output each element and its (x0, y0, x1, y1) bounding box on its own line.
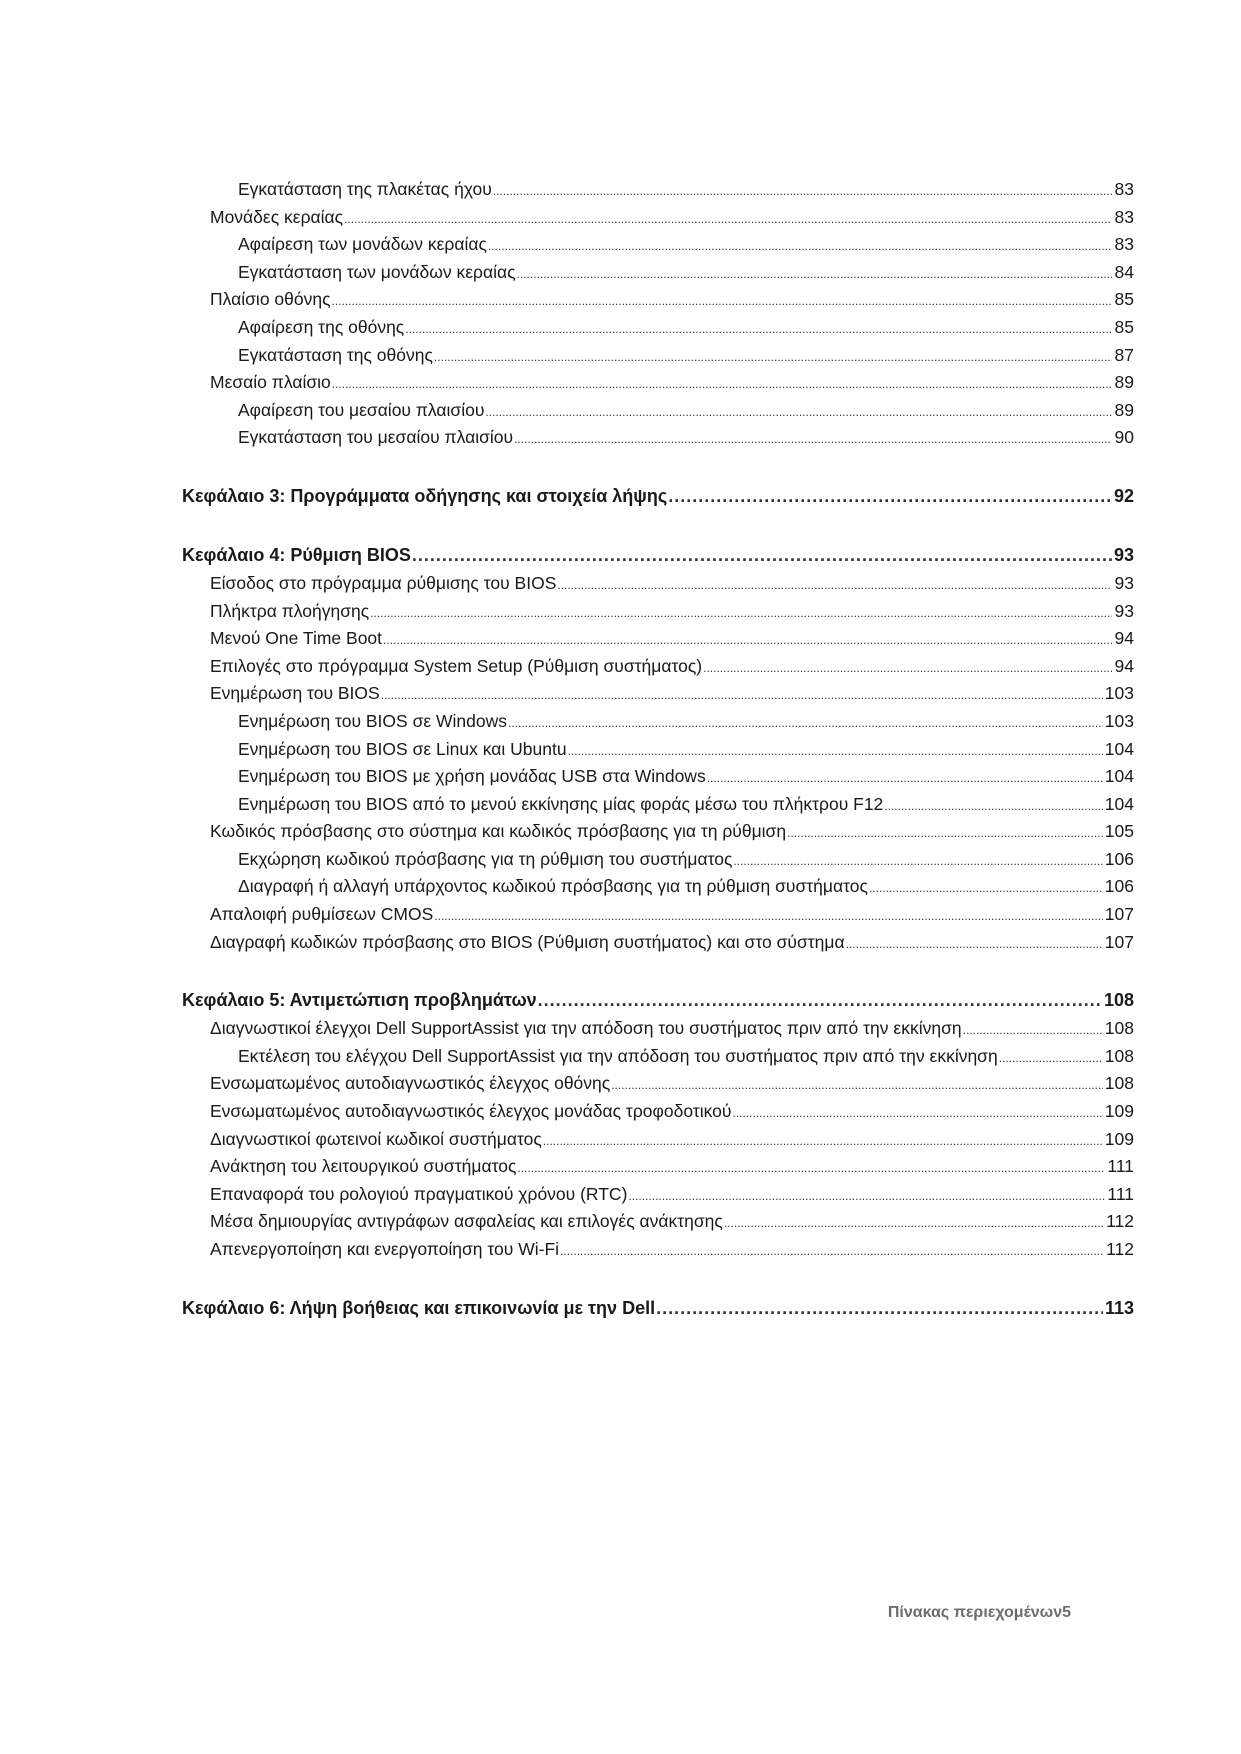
toc-leader-dots (332, 369, 1112, 399)
toc-entry-title: Αφαίρεση της οθόνης (238, 316, 405, 337)
toc-leader-dots (724, 1208, 1104, 1238)
toc-entry[interactable] (182, 736, 1134, 764)
toc-entry-page-number: 105 (1104, 821, 1134, 842)
toc-entry-page-number: 90 (1114, 427, 1134, 448)
toc-entry[interactable] (182, 1098, 1134, 1126)
toc-leader-dots (733, 846, 1102, 876)
toc-entry[interactable] (182, 929, 1134, 957)
toc-entry-page-number: 103 (1104, 710, 1134, 731)
toc-leader-dots (557, 570, 1112, 600)
toc-leader-dots (405, 314, 1112, 344)
toc-entry-page-number: 103 (1104, 683, 1134, 704)
toc-entry-page-number: 112 (1106, 1239, 1134, 1259)
toc-entry[interactable] (182, 763, 1134, 791)
toc-leader-dots (514, 424, 1112, 454)
toc-entry[interactable] (182, 424, 1134, 452)
toc-entry-page-number: 108 (1104, 1018, 1134, 1039)
toc-entry-title: Ενσωματωμένος αυτοδιαγνωστικός έλεγχος μονάδας τροφοδοτικού (210, 1101, 732, 1122)
toc-entry-page-number: 92 (1113, 485, 1134, 506)
toc-entry[interactable] (182, 680, 1134, 708)
toc-leader-dots (999, 1043, 1103, 1073)
toc-entry-title: Κεφάλαιο 5: Αντιμετώπιση προβλημάτων (182, 990, 537, 1011)
toc-entry-page-number: 108 (1104, 1045, 1134, 1066)
toc-entry-page-number: 83 (1114, 179, 1134, 199)
toc-entry-page-number: 85 (1114, 289, 1134, 310)
toc-entry-title: Διαγραφή ή αλλαγή υπάρχοντος κωδικού πρόσβασης για τη ρύθμιση συστήματος (238, 876, 868, 897)
toc-entry-page-number: 108 (1103, 990, 1134, 1011)
toc-entry-title: Απαλοιφή ρυθμίσεων CMOS (210, 904, 434, 925)
toc-entry-title: Εγκατάσταση του μεσαίου πλαισίου (238, 427, 514, 448)
toc-entry[interactable] (182, 397, 1134, 425)
toc-leader-dots (332, 286, 1112, 316)
toc-chapter-entry[interactable] (182, 985, 1134, 1015)
toc-leader-dots (703, 653, 1112, 683)
toc-entry[interactable] (182, 653, 1134, 681)
toc-leader-dots (517, 259, 1112, 289)
toc-entry[interactable] (182, 1181, 1134, 1209)
toc-leader-dots (508, 708, 1103, 738)
toc-entry-page-number: 104 (1104, 738, 1134, 759)
toc-entry[interactable] (182, 1043, 1134, 1071)
toc-entry[interactable] (182, 1208, 1134, 1236)
toc-entry[interactable] (182, 1070, 1134, 1098)
toc-entry-page-number: 111 (1107, 1156, 1134, 1177)
toc-entry-title: Διαγραφή κωδικών πρόσβασης στο BIOS (Ρύθμιση συστήματος) και στο σύστημα (210, 931, 845, 952)
footer-text: Πίνακας περιεχομένων5 (887, 1604, 1071, 1621)
toc-entry-title: Ενσωματωμένος αυτοδιαγνωστικός έλεγχος οθόνης (210, 1073, 611, 1094)
toc-leader-dots (493, 176, 1112, 206)
toc-leader-dots (787, 818, 1103, 848)
toc-entry-title: Επαναφορά του ρολογιού πραγματικού χρόνου (RTC) (210, 1183, 628, 1204)
toc-chapter-entry[interactable] (182, 540, 1134, 570)
toc-entry-title: Ανάκτηση του λειτουργικού συστήματος (210, 1156, 517, 1177)
toc-entry[interactable] (182, 846, 1134, 874)
toc-entry-title: Είσοδος στο πρόγραμμα ρύθμισης του BIOS (210, 572, 557, 593)
toc-chapter-entry[interactable] (182, 1293, 1134, 1323)
toc-leader-dots (846, 929, 1103, 959)
toc-entry[interactable] (182, 231, 1134, 259)
toc-entry-title: Ενημέρωση του BIOS από το μενού εκκίνησης μίας φοράς μέσω του πλήκτρου F12 (238, 793, 884, 814)
toc-entry-title: Εγκατάσταση της πλακέτας ήχου (238, 179, 492, 199)
toc-leader-dots (383, 625, 1112, 655)
toc-leader-dots (517, 1153, 1105, 1183)
toc-leader-dots (485, 397, 1112, 427)
toc-entry-title: Ενημέρωση του BIOS σε Windows (238, 710, 508, 731)
toc-leader-dots (381, 680, 1103, 710)
toc-entry-page-number: 108 (1104, 1073, 1134, 1094)
page-footer (888, 1604, 1071, 1622)
toc-entry-title: Διαγνωστικοί έλεγχοι Dell SupportAssist για την απόδοση του συστήματος πριν από την εκκίνηση (210, 1018, 962, 1039)
toc-entry-page-number: 89 (1114, 372, 1134, 393)
toc-leader-dots (963, 1015, 1103, 1045)
toc-entry-title: Εγκατάσταση των μονάδων κεραίας (238, 261, 516, 282)
toc-leader-dots (370, 598, 1112, 628)
toc-leader-dots (488, 231, 1112, 261)
toc-leader-dots (538, 985, 1102, 1015)
toc-leader-dots (434, 901, 1103, 931)
toc-leader-dots (568, 736, 1103, 766)
toc-entry[interactable] (182, 570, 1134, 598)
toc-entry-page-number: 112 (1106, 1211, 1134, 1232)
toc-entry-title: Κεφάλαιο 6: Λήψη βοήθειας και επικοινωνία με την Dell (182, 1297, 656, 1318)
toc-entry-title: Μενού One Time Boot (210, 628, 383, 649)
toc-entry-page-number: 85 (1114, 316, 1134, 337)
toc-entry-page-number: 106 (1104, 876, 1134, 897)
toc-entry-title: Εκτέλεση του ελέγχου Dell SupportAssist για την απόδοση του συστήματος πριν από την εκκίνηση (238, 1045, 998, 1066)
toc-entry[interactable] (182, 818, 1134, 846)
toc-leader-dots (628, 1181, 1105, 1211)
toc-entry-page-number: 106 (1104, 848, 1134, 869)
toc-leader-dots (869, 873, 1103, 903)
toc-entry-title: Ενημέρωση του BIOS σε Linux και Ubuntu (238, 738, 567, 759)
toc-leader-dots (732, 1098, 1102, 1128)
toc-entry-page-number: 94 (1114, 628, 1134, 649)
toc-entry[interactable] (182, 1236, 1134, 1264)
toc-entry-page-number: 93 (1114, 600, 1134, 621)
toc-entry-page-number: 111 (1107, 1183, 1134, 1204)
toc-entry[interactable] (182, 708, 1134, 736)
toc-leader-dots (344, 204, 1112, 234)
toc-leader-dots (434, 342, 1112, 372)
toc-entry-title: Διαγνωστικοί φωτεινοί κωδικοί συστήματος (210, 1128, 542, 1149)
toc-entry[interactable] (182, 176, 1134, 204)
toc-entry-title: Μέσα δημιουργίας αντιγράφων ασφαλείας και επιλογές ανάκτησης (210, 1211, 723, 1232)
toc-entry-page-number: 107 (1104, 931, 1134, 952)
toc-leader-dots (560, 1236, 1104, 1266)
toc-entry-page-number: 93 (1113, 544, 1134, 565)
toc-entry[interactable] (182, 1153, 1134, 1181)
toc-chapter-entry[interactable] (182, 481, 1134, 511)
toc-entry-title: Αφαίρεση των μονάδων κεραίας (238, 234, 487, 255)
toc-entry-title: Επιλογές στο πρόγραμμα System Setup (Ρύθμιση συστήματος) (210, 655, 703, 676)
toc-entry-page-number: 87 (1114, 344, 1134, 365)
toc-entry-title: Κεφάλαιο 3: Προγράμματα οδήγησης και στοιχεία λήψης (182, 485, 668, 506)
toc-entry-page-number: 89 (1114, 399, 1134, 420)
toc-leader-dots (412, 540, 1112, 570)
toc-leader-dots (707, 763, 1103, 793)
toc-entry-page-number: 83 (1114, 206, 1134, 227)
toc-entry[interactable] (182, 286, 1134, 314)
toc-entry-title: Εγκατάσταση της οθόνης (238, 344, 433, 365)
toc-leader-dots (656, 1293, 1103, 1323)
toc-entry[interactable] (182, 598, 1134, 626)
toc-entry[interactable] (182, 901, 1134, 929)
toc-entry-title: Πλαίσιο οθόνης (210, 289, 331, 310)
toc-entry-page-number: 109 (1104, 1128, 1134, 1149)
toc-entry-title: Αφαίρεση του μεσαίου πλαισίου (238, 399, 485, 420)
toc-entry-page-number: 84 (1114, 261, 1134, 282)
toc-entry-page-number: 104 (1104, 793, 1134, 814)
toc-entry-page-number: 83 (1114, 234, 1134, 255)
toc-entry-title: Ενημέρωση του BIOS με χρήση μονάδας USB στα Windows (238, 766, 706, 787)
toc-entry-title: Ενημέρωση του BIOS (210, 683, 380, 704)
toc-entry-page-number: 104 (1104, 766, 1134, 787)
toc-entry[interactable] (182, 873, 1134, 901)
toc-entry[interactable] (182, 369, 1134, 397)
toc-entry-page-number: 109 (1104, 1101, 1134, 1122)
toc-entry[interactable] (182, 791, 1134, 819)
toc-entry-title: Μεσαίο πλαίσιο (210, 372, 331, 393)
table-of-contents (182, 176, 1134, 1323)
toc-entry-page-number: 93 (1114, 572, 1134, 593)
toc-entry[interactable] (182, 342, 1134, 370)
toc-entry-title: Πλήκτρα πλοήγησης (210, 600, 370, 621)
toc-entry[interactable] (182, 1126, 1134, 1154)
toc-leader-dots (668, 481, 1112, 511)
toc-entry-title: Κωδικός πρόσβασης στο σύστημα και κωδικός πρόσβασης για τη ρύθμιση (210, 821, 787, 842)
toc-entry[interactable] (182, 259, 1134, 287)
toc-entry-title: Εκχώρηση κωδικού πρόσβασης για τη ρύθμιση του συστήματος (238, 848, 733, 869)
toc-entry[interactable] (182, 1015, 1134, 1043)
toc-leader-dots (543, 1126, 1103, 1156)
toc-entry-title: Κεφάλαιο 4: Ρύθμιση BIOS (182, 544, 411, 565)
toc-entry-title: Απενεργοποίηση και ενεργοποίηση του Wi-Fi (210, 1239, 560, 1259)
toc-entry-page-number: 113 (1104, 1297, 1134, 1318)
toc-entry[interactable] (182, 625, 1134, 653)
toc-leader-dots (611, 1070, 1103, 1100)
toc-entry-page-number: 94 (1114, 655, 1134, 676)
toc-entry-page-number: 107 (1104, 904, 1134, 925)
toc-entry[interactable] (182, 204, 1134, 232)
toc-leader-dots (884, 791, 1103, 821)
toc-entry-title: Μονάδες κεραίας (210, 206, 344, 227)
toc-entry[interactable] (182, 314, 1134, 342)
